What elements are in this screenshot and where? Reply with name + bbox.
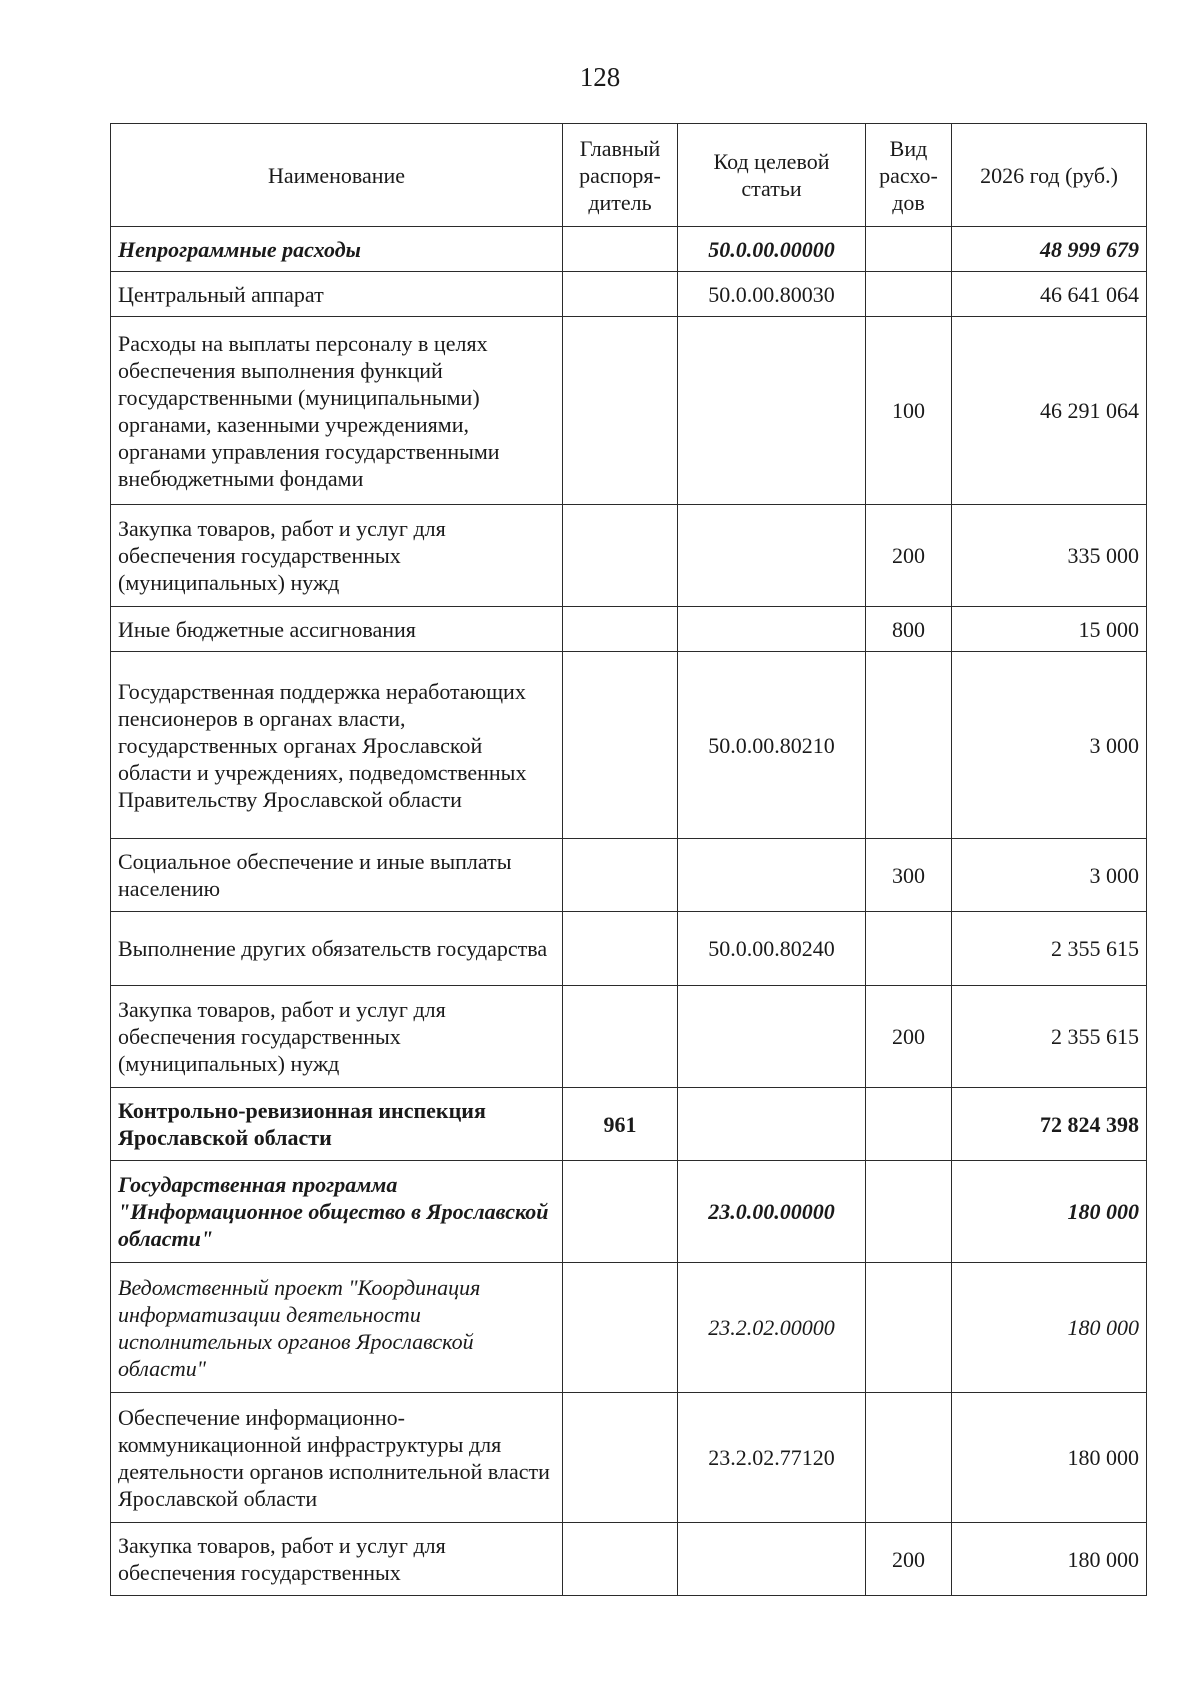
page-number: 128 (579, 62, 621, 92)
row-code: 23.2.02.77120 (678, 1393, 866, 1523)
row-grbs (563, 986, 678, 1088)
row-vid: 300 (866, 839, 952, 912)
row-sum: 335 000 (952, 505, 1147, 607)
row-name: Закупка товаров, работ и услуг для обеспечения государственных (муниципальных) нужд (111, 505, 563, 607)
row-sum: 46 641 064 (952, 272, 1147, 317)
row-vid (866, 1393, 952, 1523)
row-sum: 180 000 (952, 1393, 1147, 1523)
row-vid: 800 (866, 607, 952, 652)
header-year: 2026 год (руб.) (952, 124, 1147, 227)
row-code (678, 1523, 866, 1596)
row-code (678, 607, 866, 652)
header-grbs: Главный распоря-дитель (563, 124, 678, 227)
row-name: Социальное обеспечение и иные выплаты населению (111, 839, 563, 912)
table-row (111, 1523, 1147, 1596)
table-row (111, 317, 1147, 505)
table-row (111, 505, 1147, 607)
budget-table (110, 123, 1147, 1596)
row-name: Расходы на выплаты персоналу в целях обеспечения выполнения функций государственными (муниципальными) органами, казенными учреждениями, органами управления государственными внебюджетными фондами (111, 317, 563, 505)
row-name: Центральный аппарат (111, 272, 563, 317)
row-grbs (563, 505, 678, 607)
row-sum: 48 999 679 (952, 227, 1147, 272)
row-vid (866, 1088, 952, 1161)
row-vid (866, 227, 952, 272)
row-code (678, 317, 866, 505)
table-row (111, 839, 1147, 912)
table-row (111, 1161, 1147, 1263)
row-code: 50.0.00.00000 (678, 227, 866, 272)
row-grbs (563, 1161, 678, 1263)
row-sum: 15 000 (952, 607, 1147, 652)
row-code (678, 839, 866, 912)
row-grbs (563, 1263, 678, 1393)
row-code: 50.0.00.80030 (678, 272, 866, 317)
table-row (111, 912, 1147, 986)
row-code (678, 505, 866, 607)
row-code: 23.2.02.00000 (678, 1263, 866, 1393)
row-code (678, 1088, 866, 1161)
row-vid (866, 912, 952, 986)
table-row (111, 227, 1147, 272)
row-vid: 200 (866, 505, 952, 607)
row-grbs (563, 1523, 678, 1596)
row-name: Обеспечение информационно-коммуникационной инфраструктуры для деятельности органов исполнительной власти Ярославской области (111, 1393, 563, 1523)
row-grbs: 961 (563, 1088, 678, 1161)
table-row (111, 986, 1147, 1088)
row-sum: 180 000 (952, 1263, 1147, 1393)
row-name: Закупка товаров, работ и услуг для обеспечения государственных (111, 1523, 563, 1596)
row-grbs (563, 227, 678, 272)
row-name: Непрограммные расходы (111, 227, 563, 272)
row-grbs (563, 607, 678, 652)
row-grbs (563, 1393, 678, 1523)
table-row (111, 1393, 1147, 1523)
row-vid (866, 1161, 952, 1263)
row-grbs (563, 317, 678, 505)
row-vid (866, 272, 952, 317)
header-vid: Вид расхо-дов (866, 124, 952, 227)
table-header-row (111, 124, 1147, 227)
table-row (111, 1088, 1147, 1161)
row-vid: 200 (866, 1523, 952, 1596)
row-name: Иные бюджетные ассигнования (111, 607, 563, 652)
row-name: Контрольно-ревизионная инспекция Ярославской области (111, 1088, 563, 1161)
row-code: 50.0.00.80210 (678, 652, 866, 839)
row-vid: 100 (866, 317, 952, 505)
row-name: Государственная программа "Информационное общество в Ярославской области" (111, 1161, 563, 1263)
row-grbs (563, 839, 678, 912)
row-name: Выполнение других обязательств государства (111, 912, 563, 986)
row-vid (866, 652, 952, 839)
row-sum: 3 000 (952, 652, 1147, 839)
row-vid: 200 (866, 986, 952, 1088)
table-row (111, 272, 1147, 317)
row-name: Ведомственный проект "Координация информатизации деятельности исполнительных органов Ярославской области" (111, 1263, 563, 1393)
row-sum: 180 000 (952, 1161, 1147, 1263)
table-row (111, 652, 1147, 839)
header-code: Код целевой статьи (678, 124, 866, 227)
row-grbs (563, 272, 678, 317)
header-name: Наименование (111, 124, 563, 227)
row-name: Государственная поддержка неработающих пенсионеров в органах власти, государственных органах Ярославской области и учреждениях, подведомственных Правительству Ярославской области (111, 652, 563, 839)
row-code: 50.0.00.80240 (678, 912, 866, 986)
row-vid (866, 1263, 952, 1393)
row-sum: 2 355 615 (952, 912, 1147, 986)
table-row (111, 1263, 1147, 1393)
row-code: 23.0.00.00000 (678, 1161, 866, 1263)
row-name: Закупка товаров, работ и услуг для обеспечения государственных (муниципальных) нужд (111, 986, 563, 1088)
table-row (111, 607, 1147, 652)
row-sum: 2 355 615 (952, 986, 1147, 1088)
row-sum: 180 000 (952, 1523, 1147, 1596)
row-grbs (563, 912, 678, 986)
row-sum: 3 000 (952, 839, 1147, 912)
row-sum: 46 291 064 (952, 317, 1147, 505)
row-grbs (563, 652, 678, 839)
row-sum: 72 824 398 (952, 1088, 1147, 1161)
row-code (678, 986, 866, 1088)
